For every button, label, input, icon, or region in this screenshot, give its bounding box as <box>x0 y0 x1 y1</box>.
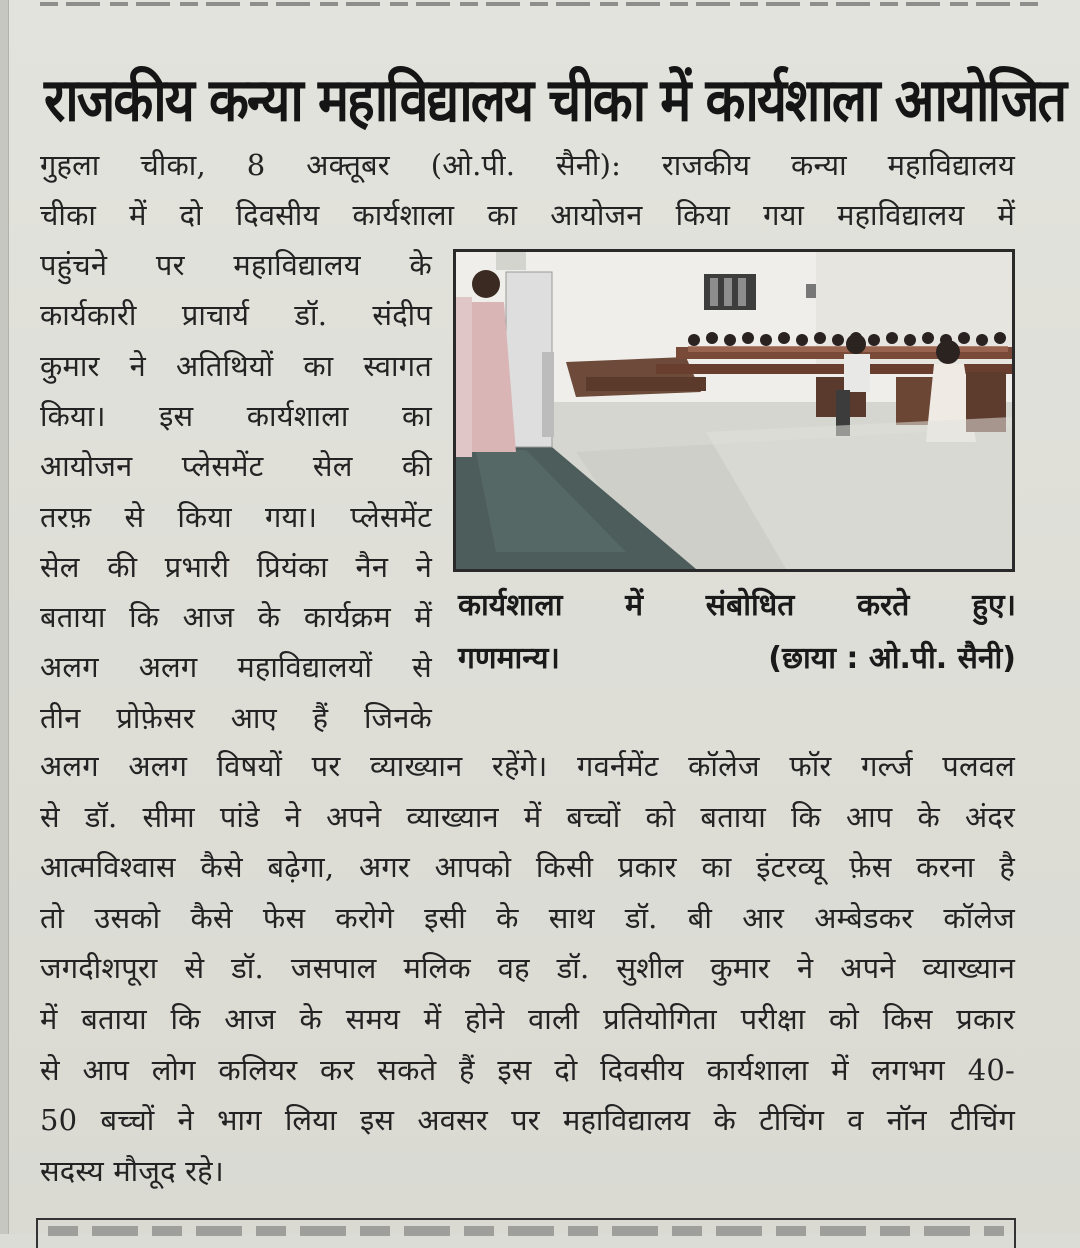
article-text-line: गुहला चीका, 8 अक्तूबर (ओ.पी. सैनी): राजकीय कन्या महाविद्यालय <box>40 148 1015 182</box>
article-text-line: 50 बच्चों ने भाग लिया इस अवसर पर महाविद्यालय के टीचिंग व नॉन टीचिंग <box>40 1103 1015 1138</box>
article-text-line: कार्यकारी प्राचार्य डॉ. संदीप <box>40 298 432 333</box>
article-text-line: बताया कि आज के कार्यक्रम में <box>40 600 432 635</box>
photo-caption-line2 <box>458 636 1016 677</box>
article-text-line: आत्मविश्वास कैसे बढ़ेगा, अगर आपको किसी प्रकार का इंटरव्यू फ़ेस करना है <box>40 850 1015 885</box>
classroom-photo-icon <box>456 252 1012 569</box>
article-text-line: में बताया कि आज के समय में होने वाली प्रतियोगिता परीक्षा को किस प्रकार <box>40 1002 1015 1036</box>
photo-caption-dignitaries: गणमान्य। <box>458 641 560 676</box>
photo-caption-line1: कार्यशाला में संबोधित करते हुए। <box>458 588 1016 623</box>
next-article-border <box>36 1218 1016 1248</box>
article-text-line: तो उसको कैसे फेस करोगे इसी के साथ डॉ. बी आर अम्बेडकर कॉलेज <box>40 900 1015 935</box>
article-text-line: से आप लोग कलियर कर सकते हैं इस दो दिवसीय कार्यशाला में लगभग 40- <box>40 1052 1015 1087</box>
article-text-line: तीन प्रोफ़ेसर आए हैं जिनके <box>40 700 432 735</box>
article-text-line: तरफ़ से किया गया। प्लेसमेंट <box>40 499 432 534</box>
article-headline: राजकीय कन्या महाविद्यालय चीका में कार्यशाला आयोजित <box>44 66 1066 136</box>
article-text-line: अलग अलग विषयों पर व्याख्यान रहेंगे। गवर्नमेंट कॉलेज फॉर गर्ल्ज पलवल <box>40 749 1015 783</box>
page-edge <box>0 0 9 1234</box>
article-text-line: पहुंचने पर महाविद्यालय के <box>40 248 432 282</box>
article-text-line: अलग अलग महाविद्यालयों से <box>40 650 432 685</box>
article-text-line: आयोजन प्लेसमेंट सेल की <box>40 449 432 484</box>
article-photo <box>453 249 1015 572</box>
article-text-line: कुमार ने अतिथियों का स्वागत <box>40 348 432 383</box>
article-text-line: सेल की प्रभारी प्रियंका नैन ने <box>40 549 432 584</box>
photo-credit: (छाया : ओ.पी. सैनी) <box>768 641 1016 676</box>
cropped-previous-article <box>0 0 1080 14</box>
article-text-line: जगदीशपूरा से डॉ. जसपाल मलिक वह डॉ. सुशील कुमार ने अपने व्याख्यान <box>40 951 1015 986</box>
article-text-line: से डॉ. सीमा पांडे ने अपने व्याख्यान में बच्चों को बताया कि आप के अंदर <box>40 799 1015 834</box>
article-text-line: सदस्य मौजूद रहे। <box>40 1153 224 1188</box>
article-text-line: किया। इस कार्यशाला का <box>40 398 432 433</box>
article-text-line: चीका में दो दिवसीय कार्यशाला का आयोजन किया गया महाविद्यालय में <box>40 198 1015 232</box>
